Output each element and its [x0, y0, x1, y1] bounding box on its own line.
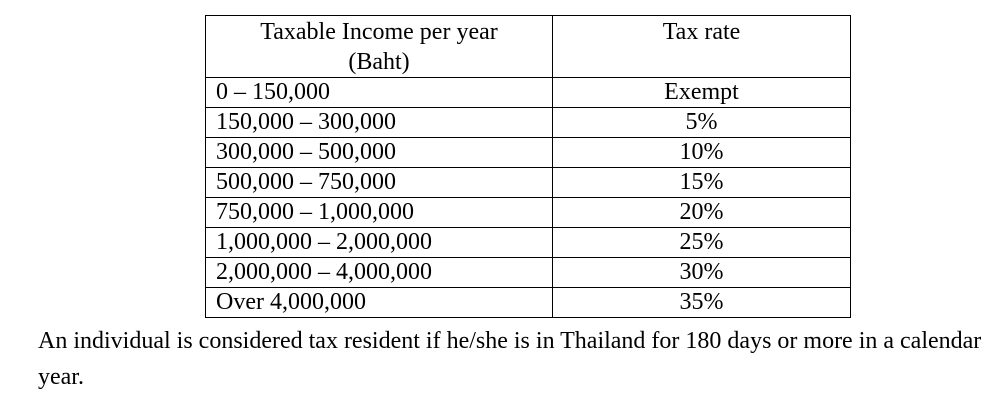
income-bracket-cell: 1,000,000 – 2,000,000 [206, 228, 553, 258]
table-header-row [206, 16, 851, 78]
income-header-line: Taxable Income per year [260, 19, 498, 45]
income-bracket-cell: 300,000 – 500,000 [206, 138, 553, 168]
table-row [206, 288, 851, 318]
tax-rate-table [205, 15, 851, 318]
income-bracket-cell: 150,000 – 300,000 [206, 108, 553, 138]
tax-rate-cell: 20% [553, 198, 851, 228]
table-row [206, 258, 851, 288]
tax-rate-cell: 5% [553, 108, 851, 138]
income-bracket-cell: 2,000,000 – 4,000,000 [206, 258, 553, 288]
table-row [206, 168, 851, 198]
tax-rate-cell: Exempt [553, 78, 851, 108]
income-bracket-cell: 750,000 – 1,000,000 [206, 198, 553, 228]
tax-rate-cell: 30% [553, 258, 851, 288]
table-row [206, 138, 851, 168]
tax-rate-cell: 15% [553, 168, 851, 198]
tax-rate-cell: 25% [553, 228, 851, 258]
table-row [206, 198, 851, 228]
income-header-unit: (Baht) [348, 49, 410, 75]
table-row [206, 78, 851, 108]
rate-column-header: Tax rate [553, 16, 851, 78]
income-bracket-cell: 500,000 – 750,000 [206, 168, 553, 198]
tax-residency-note: An individual is considered tax resident if he/she is in Thailand for 180 days or more in a calendar year. [38, 328, 982, 390]
table-row [206, 108, 851, 138]
tax-rate-cell: 10% [553, 138, 851, 168]
table-row [206, 228, 851, 258]
tax-rate-cell: 35% [553, 288, 851, 318]
income-column-header [206, 16, 553, 78]
income-bracket-cell: 0 – 150,000 [206, 78, 553, 108]
income-bracket-cell: Over 4,000,000 [206, 288, 553, 318]
